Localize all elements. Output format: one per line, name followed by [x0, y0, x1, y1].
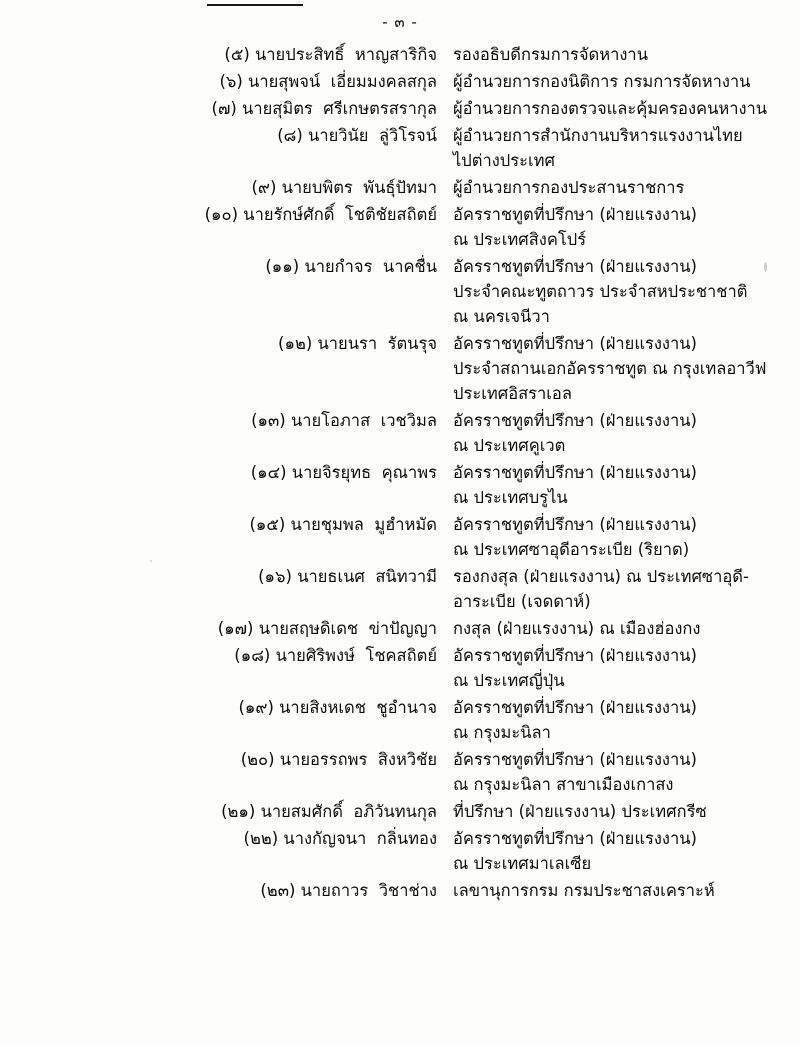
list-item	[0, 123, 800, 173]
position-line: อัครราชทูตที่ปรึกษา (ฝ่ายแรงงาน)	[453, 698, 697, 717]
list-item	[0, 616, 800, 641]
position-line: ประจำสถานเอกอัครราชทูต ณ กรุงเทลอาวีฟ	[453, 359, 767, 378]
entry-name: (๑๘) นายศิริพงษ์ โชคสถิตย์	[234, 646, 437, 665]
position-line: อัครราชทูตที่ปรึกษา (ฝ่ายแรงงาน)	[453, 411, 697, 430]
entry-list	[0, 42, 800, 905]
position-line: อัครราชทูตที่ปรึกษา (ฝ่ายแรงงาน)	[453, 750, 697, 769]
entry-name: (๑๔) นายจิรยุทธ คุณาพร	[250, 463, 437, 482]
entry-position	[445, 202, 790, 252]
entry-position	[445, 616, 790, 641]
position-line: ผู้อำนวยการกองตรวจและคุ้มครองคนหางาน	[453, 99, 768, 118]
entry-position	[445, 695, 790, 745]
position-line: อัครราชทูตที่ปรึกษา (ฝ่ายแรงงาน)	[453, 515, 697, 534]
entry-position	[445, 123, 790, 173]
list-item	[0, 564, 800, 614]
entry-position	[445, 175, 790, 200]
list-item	[0, 460, 800, 510]
entry-position	[445, 512, 790, 562]
entry-name: (๒๑) นายสมศักดิ์ อภิวันทนกุล	[221, 802, 437, 821]
entry-name: (๒๓) นายถาวร วิชาช่าง	[260, 881, 437, 900]
position-line: ผู้อำนวยการสำนักงานบริหารแรงงานไทย	[453, 126, 743, 145]
position-line: ประจำคณะทูตถาวร ประจำสหประชาชาติ	[453, 282, 748, 301]
entry-name: (๑๗) นายสฤษดิเดช ข่าปัญญา	[217, 619, 437, 638]
position-line: ณ ประเทศซาอุดีอาระเบีย (ริยาด)	[453, 540, 690, 559]
list-item	[0, 643, 800, 693]
entry-position	[445, 408, 790, 458]
list-item	[0, 695, 800, 745]
entry-position	[445, 564, 790, 614]
entry-name: (๑๒) นายนรา รัตนรุจ	[278, 334, 437, 353]
position-line: อาระเบีย (เจดดาห์)	[453, 592, 591, 611]
position-line: กงสุล (ฝ่ายแรงงาน) ณ เมืองฮ่องกง	[453, 619, 701, 638]
position-line: ณ ประเทศมาเลเซีย	[453, 854, 592, 873]
entry-position	[445, 826, 790, 876]
entry-name: (๒๐) นายอรรถพร สิงหวิชัย	[240, 750, 437, 769]
entry-position	[445, 799, 790, 824]
entry-position	[445, 42, 790, 67]
entry-name: (๕) นายประสิทธิ์ หาญสาริกิจ	[224, 45, 437, 64]
entry-position	[445, 460, 790, 510]
entry-name: (๙) นายบพิตร พันธุ์ปัทมา	[251, 178, 437, 197]
entry-name: (๒๒) นางกัญจนา กลิ่นทอง	[243, 829, 437, 848]
entry-position	[445, 878, 790, 903]
position-line: ณ กรุงมะนิลา	[453, 723, 551, 742]
entry-name: (๖) นายสุพจน์ เอี่ยมมงคลสกุล	[219, 72, 437, 91]
position-line: อัครราชทูตที่ปรึกษา (ฝ่ายแรงงาน)	[453, 334, 697, 353]
entry-name: (๗) นายสุมิตร ศรีเกษตรสรากุล	[211, 99, 437, 118]
list-item	[0, 878, 800, 903]
entry-position	[445, 643, 790, 693]
scan-speck	[150, 560, 152, 562]
entry-name: (๑๐) นายรักษ์ศักดิ์ โชติชัยสถิตย์	[204, 205, 437, 224]
list-item	[0, 408, 800, 458]
entry-position	[445, 96, 790, 121]
list-item	[0, 254, 800, 329]
position-line: รองกงสุล (ฝ่ายแรงงาน) ณ ประเทศซาอุดี-	[453, 567, 749, 586]
entry-position	[445, 69, 790, 94]
position-line: ผู้อำนวยการกองนิติการ กรมการจัดหางาน	[453, 72, 751, 91]
position-line: ณ นครเจนีวา	[453, 307, 550, 326]
entry-name: (๑๑) นายกำจร นาคชื่น	[265, 257, 437, 276]
position-line: เลขานุการกรม กรมประชาสงเคราะห์	[453, 881, 715, 900]
entry-name: (๑๖) นายธเนศ สนิทวามี	[258, 567, 437, 586]
scan-speck	[764, 262, 767, 272]
list-item	[0, 202, 800, 252]
position-line: ณ ประเทศญี่ปุ่น	[453, 671, 565, 690]
entry-name: (๑๙) นายสิงหเดช ชูอำนาจ	[238, 698, 437, 717]
entry-name: (๘) นายวินัย ลู่วิโรจน์	[277, 126, 437, 145]
scan-artifact-line	[207, 4, 303, 6]
position-line: ณ ประเทศสิงคโปร์	[453, 230, 587, 249]
position-line: อัครราชทูตที่ปรึกษา (ฝ่ายแรงงาน)	[453, 646, 697, 665]
position-line: ประเทศอิสราเอล	[453, 384, 572, 403]
list-item	[0, 747, 800, 797]
list-item	[0, 69, 800, 94]
list-item	[0, 175, 800, 200]
position-line: ณ กรุงมะนิลา สาขาเมืองเกาสง	[453, 775, 674, 794]
position-line: ณ ประเทศบรูไน	[453, 488, 568, 507]
position-line: รองอธิบดีกรมการจัดหางาน	[453, 45, 648, 64]
entry-name: (๑๕) นายชุมพล มูฮำหมัด	[249, 515, 437, 534]
list-item	[0, 331, 800, 406]
list-item	[0, 826, 800, 876]
entry-position	[445, 254, 790, 329]
position-line: อัครราชทูตที่ปรึกษา (ฝ่ายแรงงาน)	[453, 829, 697, 848]
list-item	[0, 799, 800, 824]
page-number: - ๓ -	[382, 13, 418, 31]
position-line: ที่ปรึกษา (ฝ่ายแรงงาน) ประเทศกรีซ	[453, 802, 707, 821]
position-line: อัครราชทูตที่ปรึกษา (ฝ่ายแรงงาน)	[453, 205, 697, 224]
position-line: อัครราชทูตที่ปรึกษา (ฝ่ายแรงงาน)	[453, 463, 697, 482]
entry-position	[445, 747, 790, 797]
list-item	[0, 96, 800, 121]
list-item	[0, 512, 800, 562]
position-line: อัครราชทูตที่ปรึกษา (ฝ่ายแรงงาน)	[453, 257, 697, 276]
list-item	[0, 42, 800, 67]
entry-position	[445, 331, 790, 406]
position-line: ไปต่างประเทศ	[453, 151, 555, 170]
position-line: ณ ประเทศคูเวต	[453, 436, 566, 455]
position-line: ผู้อำนวยการกองประสานราชการ	[453, 178, 685, 197]
entry-name: (๑๓) นายโอภาส เวชวิมล	[251, 411, 437, 430]
